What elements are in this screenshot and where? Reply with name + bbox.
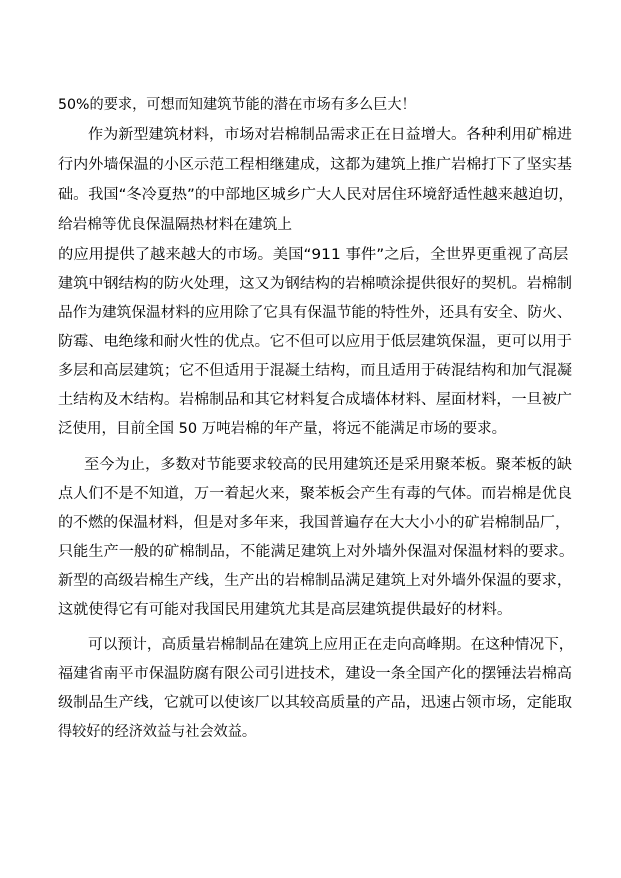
- text-line: 的不燃的保温材料，但是对多年来，我国普遍存在大大小小的矿岩棉制品厂，: [58, 515, 570, 531]
- text-line: 50%的要求，可想而知建筑节能的潜在市场有多么巨大！: [58, 97, 416, 113]
- text-line: 品作为建筑保温材料的应用除了它具有保温节能的特性外，还具有安全、防火、: [58, 305, 572, 321]
- text-line: 可以预计，高质量岩棉制品在建筑上应用正在走向高峰期。在这种情况下，: [88, 637, 574, 653]
- text-line: 给岩棉等优良保温隔热材料在建筑上: [58, 217, 292, 233]
- text-line: 福建省南平市保温防腐有限公司引进技术，建设一条全国产化的摆锤法岩棉高: [58, 666, 572, 682]
- text-line: 建筑中钢结构的防火处理，这又为钢结构的岩棉喷涂提供很好的契机。岩棉制: [58, 276, 572, 292]
- text-line: 这就使得它有可能对我国民用建筑尤其是高层建筑提供最好的材料。: [58, 602, 512, 618]
- text-line: 土结构及木结构。岩棉制品和其它材料复合成墙体材料、屋面材料，一旦被广: [58, 392, 572, 408]
- text-line: 的应用提供了越来越大的市场。美国“911 事件”之后，全世界更重视了高层: [58, 247, 569, 263]
- text-line: 新型的高级岩棉生产线，生产出的岩棉制品满足建筑上对外墙外保温的要求，: [58, 573, 572, 589]
- text-line: 多层和高层建筑；它不但适用于混凝土结构，而且适用于砖混结构和加气混凝: [58, 363, 572, 379]
- text-line: 得较好的经济效益与社会效益。: [58, 724, 256, 740]
- text-line: 至今为止，多数对节能要求较高的民用建筑还是采用聚苯板。聚苯板的缺: [84, 457, 572, 473]
- text-line: 防霉、电绝缘和耐火性的优点。它不但可以应用于低层建筑保温，更可以用于: [58, 334, 572, 350]
- text-line: 作为新型建筑材料，市场对岩棉制品需求正在日益增大。各种利用矿棉进: [88, 127, 572, 143]
- text-line: 点人们不是不知道，万一着起火来，聚苯板会产生有毒的气体。而岩棉是优良: [58, 486, 572, 502]
- text-line: 级制品生产线，它就可以使该厂以其较高质量的产品，迅速占领市场，定能取: [58, 695, 572, 711]
- text-line: 础。我国“冬冷夏热”的中部地区城乡广大人民对居住环境舒适性越来越迫切，: [58, 187, 574, 203]
- text-line: 行内外墙保温的小区示范工程相继建成，这都为建筑上推广岩棉打下了坚实基: [58, 157, 572, 173]
- text-line: 泛使用，目前全国 50 万吨岩棉的年产量，将远不能满足市场的要求。: [58, 421, 507, 437]
- text-line: 只能生产一般的矿棉制品，不能满足建筑上对外墙外保温对保温材料的要求。: [58, 544, 574, 560]
